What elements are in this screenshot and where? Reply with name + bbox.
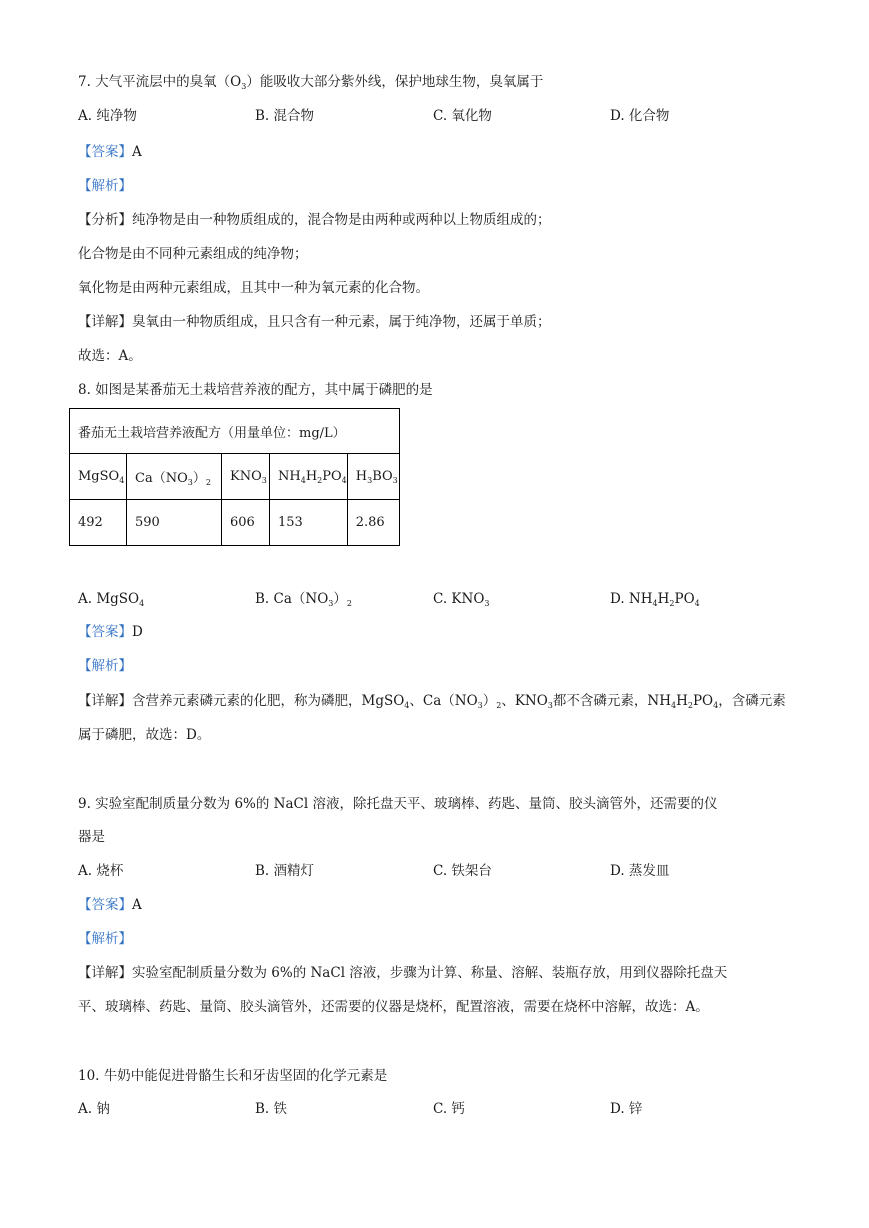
q7-option-d: D. 化合物	[610, 108, 670, 124]
q9-option-c: C. 铁架台	[433, 863, 492, 879]
q7-fenxi-line3: 氧化物是由两种元素组成，且其中一种为氧元素的化合物。	[78, 280, 429, 296]
table-header-kno3: $KNO_3$	[222, 454, 270, 500]
q9-detail-line2: 平、玻璃棒、药匙、量筒、胶头滴管外，还需要的仪器是烧杯，配置溶液，需要在烧杯中溶解，故选：A。	[78, 999, 709, 1015]
q9-option-d: D. 蒸发皿	[610, 863, 670, 879]
q7-detail: 【详解】臭氧由一种物质组成，且只含有一种元素，属于纯净物，还属于单质；	[78, 314, 551, 330]
q7-option-a: A. 纯净物	[78, 108, 137, 124]
table-header-h3bo3: $H_3BO_3$	[347, 454, 399, 500]
q7-stem: 7. 大气平流层中的臭氧$(O_3)$能吸收大部分紫外线，保护地球生物，臭氧属于	[78, 74, 544, 91]
table-cell: 606	[222, 500, 270, 546]
q9-analysis-tag: 【解析】	[78, 931, 132, 947]
q10-option-a: A. 钠	[78, 1101, 110, 1117]
q7-option-c: C. 氧化物	[433, 108, 492, 124]
q8-answer: 【答案】D	[78, 624, 143, 640]
table-header-nh4h2po4: $NH_4H_2PO_4$	[270, 454, 348, 500]
q7-fenxi-line2: 化合物是由不同种元素组成的纯净物；	[78, 246, 308, 262]
q8-analysis-tag: 【解析】	[78, 658, 132, 674]
q8-detail: 【详解】含营养元素磷元素的化肥，称为磷肥，MgSO$_4$、$Ca(NO_3)_2$、$KNO_3$都不含磷元素，$NH_4H_2PO_4$，含磷元素	[78, 693, 786, 710]
q9-answer: 【答案】A	[78, 897, 142, 913]
table-cell: 153	[270, 500, 348, 546]
table-header-mgso4: MgSO$_4$	[70, 454, 127, 500]
q7-answer: 【答案】A	[78, 144, 142, 160]
q7-fenxi: 【分析】纯净物是由一种物质组成的，混合物是由两种或两种以上物质组成的；	[78, 212, 551, 228]
q10-option-d: D. 锌	[610, 1101, 643, 1117]
q8-option-b: B. $Ca(NO_3)_2$	[255, 591, 352, 608]
table-cell: 2.86	[347, 500, 399, 546]
nutrient-formula-table	[69, 408, 400, 546]
q9-stem-line2: 器是	[78, 829, 105, 845]
q8-option-d: D. $NH_4H_2PO_4$	[610, 591, 700, 608]
q10-option-b: B. 铁	[255, 1101, 288, 1117]
q8-stem: 8. 如图是某番茄无土栽培营养液的配方，其中属于磷肥的是	[78, 382, 433, 398]
q8-option-a: A. MgSO$_4$	[78, 591, 145, 608]
q10-stem: 10. 牛奶中能促进骨骼生长和牙齿坚固的化学元素是	[78, 1068, 388, 1084]
q9-option-a: A. 烧杯	[78, 863, 124, 879]
q8-detail-line2: 属于磷肥，故选：D。	[78, 727, 211, 743]
table-title: 番茄无土栽培营养液配方（用量单位：mg/L）	[70, 409, 400, 454]
q7-analysis-tag: 【解析】	[78, 178, 132, 194]
table-cell: 590	[127, 500, 222, 546]
q10-option-c: C. 钙	[433, 1101, 465, 1117]
q7-conclusion: 故选：A。	[78, 348, 142, 364]
table-header-cano32: $Ca(NO_3)_2$	[127, 454, 222, 500]
q9-option-b: B. 酒精灯	[255, 863, 315, 879]
table-cell: 492	[70, 500, 127, 546]
q9-stem: 9. 实验室配制质量分数为 6%的 NaCl 溶液，除托盘天平、玻璃棒、药匙、量筒、胶头滴管外，还需要的仪	[78, 796, 718, 812]
q9-detail: 【详解】实验室配制质量分数为 6%的 NaCl 溶液，步骤为计算、称量、溶解、装瓶存放，用到仪器除托盘天	[78, 965, 728, 981]
q8-option-c: C. $KNO_3$	[433, 591, 490, 608]
q7-option-b: B. 混合物	[255, 108, 315, 124]
